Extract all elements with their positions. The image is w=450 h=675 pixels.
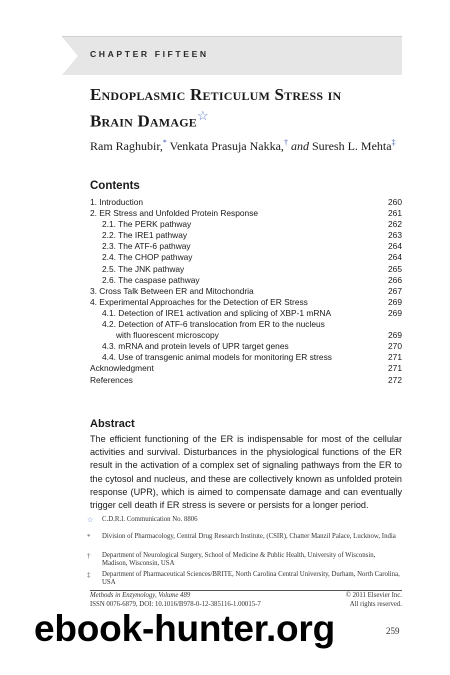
toc-entry-title: 4.4. Use of transgenic animal models for monitoring ER stress	[102, 352, 332, 363]
toc-entry-page: 264	[388, 252, 402, 263]
title-line-1: Endoplasmic Reticulum Stress in	[90, 85, 342, 104]
toc-entry-page: 262	[388, 219, 402, 230]
toc-entry-page: 269	[388, 307, 402, 318]
toc-entry-title: 4.3. mRNA and protein levels of UPR target genes	[102, 341, 289, 352]
toc-entry[interactable]	[90, 197, 402, 208]
toc-entry-title: 3. Cross Talk Between ER and Mitochondria	[90, 285, 254, 296]
toc-entry-page: 260	[388, 197, 402, 207]
author-1: Ram Raghubir,	[90, 139, 163, 153]
toc-entry-page: 261	[388, 208, 402, 219]
toc-entry-page: 269	[388, 330, 402, 341]
toc-entry-title: with fluorescent microscopy	[102, 330, 219, 341]
footnote-2-text: Department of Neurological Surgery, School of Medicine & Public Health, University of Wisconsin, Madison, Wisconsin, USA	[102, 552, 376, 568]
toc-entry[interactable]	[90, 241, 402, 252]
title-line-2-text: Brain Damage	[90, 111, 197, 131]
footnote-star	[87, 516, 402, 524]
toc-entry-title: 4.1. Detection of IRE1 activation and splicing of XBP-1 mRNA	[102, 307, 332, 318]
toc-entry-page: 267	[388, 285, 402, 296]
author-conjunction: and	[290, 139, 309, 153]
author-1-mark[interactable]: *	[162, 138, 167, 147]
toc-entry-title: 2.3. The ATF-6 pathway	[102, 241, 191, 252]
chapter-label: CHAPTER FIFTEEN	[90, 49, 209, 59]
abstract-heading: Abstract	[90, 418, 135, 430]
footnote-star-text: C.D.R.I. Communication No. 8806	[102, 516, 198, 523]
footnote-affiliation-2	[87, 552, 402, 569]
author-3: Suresh L. Mehta	[311, 139, 392, 153]
toc-entry-page: 265	[388, 263, 402, 274]
journal-volume: Methods in Enzymology, Volume 489	[90, 592, 191, 599]
toc-entry-page: 271	[388, 363, 402, 374]
toc-entry[interactable]	[90, 341, 402, 352]
toc-entry[interactable]	[90, 264, 402, 275]
toc-entry-page: 272	[388, 374, 402, 385]
toc-entry[interactable]	[90, 219, 402, 230]
toc-entry-page: 270	[388, 341, 402, 352]
toc-entry[interactable]	[90, 308, 402, 319]
toc-entry[interactable]	[90, 363, 402, 374]
toc-entry[interactable]	[90, 252, 402, 263]
abstract-body: The efficient functioning of the ER is indispensable for most of the cellular activities and survival. Disturbances in the physiological functions of the ER result in the activation of a complex set of signaling pathways from the ER to the cytosol and nucleus, and these are collectively known as unfolded protein response (UPR), which is aimed to compensate damage and can eventually trigger cell death if ER stress is severe or persists for a longer period.	[90, 434, 402, 511]
author-list	[90, 138, 396, 154]
toc-entry-title: 4.2. Detection of ATF-6 translocation from ER to the nucleus	[102, 319, 325, 330]
toc-entry-page: 266	[388, 274, 402, 285]
table-of-contents	[90, 197, 402, 386]
banner-notch	[62, 37, 78, 75]
toc-entry-title: References	[90, 374, 133, 385]
author-2: Venkata Prasuja Nakka,	[169, 139, 284, 153]
toc-entry-page: 263	[388, 230, 402, 241]
toc-entry-title: 2. ER Stress and Unfolded Protein Response	[90, 208, 259, 219]
footnote-1-text: Division of Pharmacology, Central Drug Research Institute, (CSIR), Chatter Manzil Palace, Lucknow, India	[102, 533, 396, 540]
footnote-1-mark: *	[87, 533, 91, 541]
toc-entry-title: 2.5. The JNK pathway	[102, 263, 185, 274]
toc-entry-title: 2.1. The PERK pathway	[102, 219, 192, 230]
footnote-affiliation-1	[87, 533, 402, 541]
footnote-star-icon: ☆	[87, 516, 94, 524]
watermark: ebook-hunter.org	[34, 608, 336, 649]
toc-entry-title: 4. Experimental Approaches for the Detection of ER Stress	[90, 296, 308, 307]
toc-entry[interactable]	[90, 230, 402, 241]
chapter-title	[90, 84, 410, 132]
toc-entry-title: Acknowledgment	[90, 363, 154, 374]
footnote-affiliation-3	[87, 571, 402, 588]
toc-entry[interactable]	[90, 297, 402, 308]
toc-entry-title: 2.6. The caspase pathway	[102, 274, 200, 285]
toc-entry[interactable]	[90, 286, 402, 297]
toc-entry[interactable]	[90, 275, 402, 286]
issn-doi: ISSN 0076-6879, DOI: 10.1016/B978-0-12-385116-1.00015-7	[90, 601, 261, 608]
author-2-mark[interactable]: †	[283, 138, 288, 147]
footnote-2-mark: †	[87, 552, 91, 560]
footnote-3-text: Department of Pharmaceutical Sciences/BRITE, North Carolina Central University, Durham, North Carolina, USA	[102, 571, 400, 587]
contents-heading: Contents	[90, 180, 140, 192]
toc-entry-page: 264	[388, 241, 402, 252]
toc-entry-continued[interactable]	[90, 330, 402, 341]
meta-top-rule	[90, 590, 402, 591]
toc-entry-title: 2.2. The IRE1 pathway	[102, 230, 188, 241]
toc-entry[interactable]	[90, 319, 402, 330]
toc-entry[interactable]	[90, 208, 402, 219]
title-footnote-star-icon[interactable]: ☆	[196, 108, 209, 123]
toc-entry-title: 1. Introduction	[90, 197, 144, 207]
toc-entry-page: 269	[388, 296, 402, 307]
page-number: 259	[386, 626, 400, 636]
toc-entry-title: 2.4. The CHOP pathway	[102, 252, 193, 263]
author-3-mark[interactable]: ‡	[391, 138, 396, 147]
toc-entry[interactable]	[90, 352, 402, 363]
copyright: © 2011 Elsevier Inc.	[345, 592, 402, 599]
footnote-3-mark: ‡	[87, 571, 91, 579]
toc-entry-page: 271	[388, 352, 402, 363]
rights: All rights reserved.	[349, 601, 402, 608]
meta-row-1	[90, 592, 402, 601]
title-line-2	[90, 105, 410, 132]
toc-entry[interactable]	[90, 375, 402, 386]
